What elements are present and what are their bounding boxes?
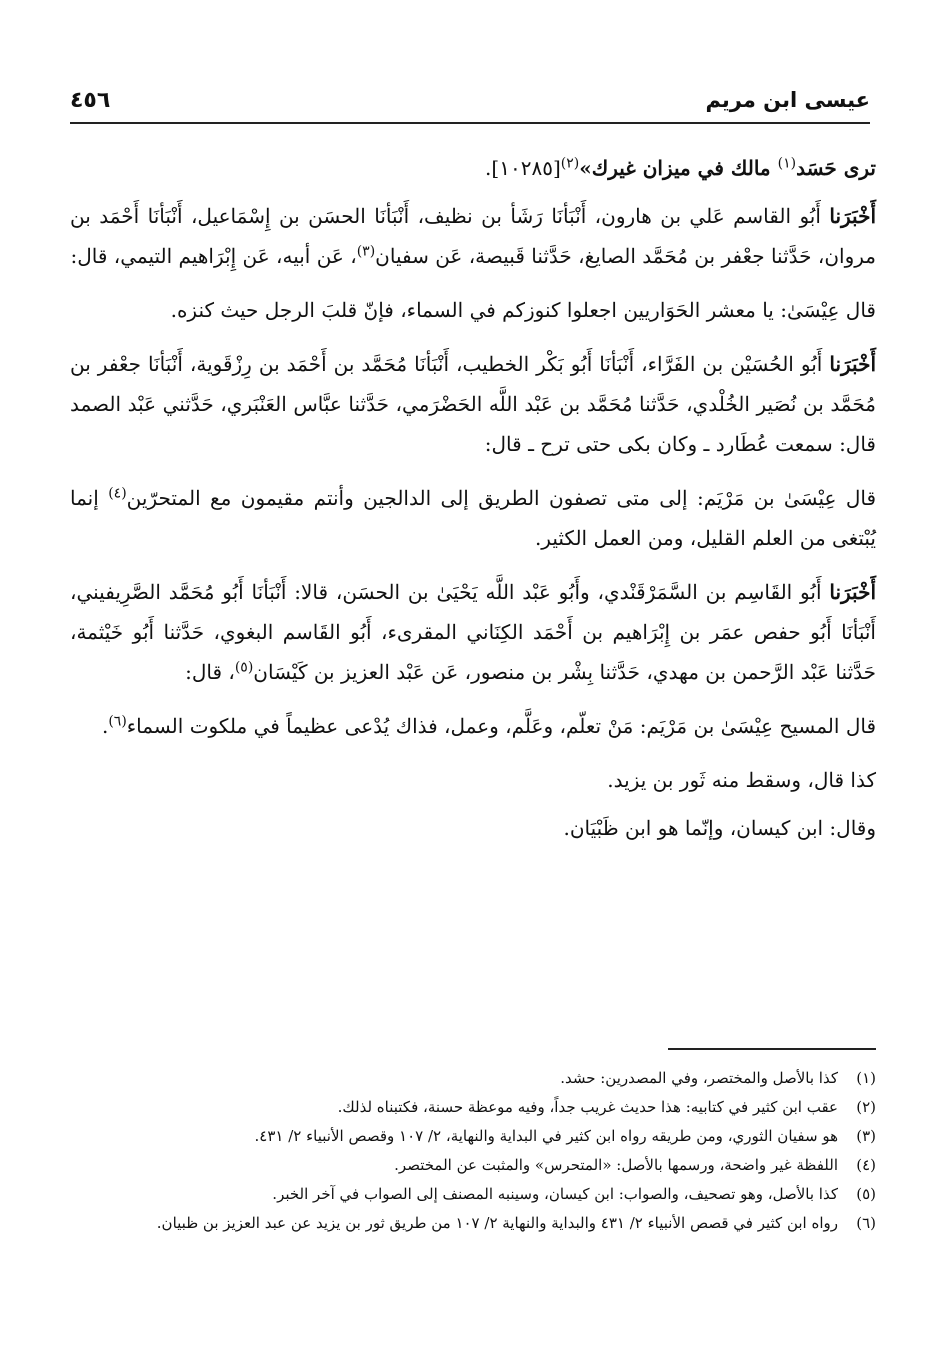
- paragraph-6: [70, 572, 876, 692]
- footnote-number: (٥): [856, 1185, 876, 1203]
- footnote-ref-5[interactable]: (٥): [234, 659, 254, 676]
- footnote-ref-3[interactable]: (٣): [356, 243, 376, 260]
- footnote-text: هو سفيان الثوري، ومن طريقه رواه ابن كثير في البداية والنهاية، ٢/ ١٠٧ وقصص الأنبياء ٢/ ٤٣١.: [254, 1127, 838, 1145]
- footnote-text: كذا بالأصل والمختصر، وفي المصدرين: حشد.: [560, 1069, 838, 1087]
- paragraph-7: [70, 706, 876, 746]
- footnote-number: (١): [856, 1069, 876, 1087]
- paragraph-3: [70, 290, 876, 330]
- quote-end-bold: ترى حَسَد: [796, 156, 876, 180]
- isnad-tail: ، عَن أبيه، عَن إِبْرَاهيم التيمي، قال:: [70, 244, 357, 268]
- isnad-tail: ، قال:: [185, 660, 235, 684]
- footnote-number: (٢): [856, 1098, 876, 1116]
- matn-text: قال عِيْسَىٰ بن مَرْيَم: إلى متى تصفون الطريق إلى الدالجين وأنتم مقيمون مع المتحرّين: [126, 486, 877, 510]
- paragraph-5: [70, 478, 876, 558]
- comment-text: وقال: ابن كيسان، وإنّما هو ابن ظَبْيَان.: [563, 816, 876, 840]
- footnote-item: [70, 1180, 876, 1209]
- isnad-text: أَبُو القاسم عَلي بن هارون، أَنْبَأنَا رَشَأ بن نظيف، أَنْبَأنَا الحسَن بن إِسْمَاعيل، أَنْبَأنَا أَحْمَد بن مروان، حَدَّثنا جعْفر بن مُحَمَّد الصايغ، حَدَّثنا قَبيصة، عَن سفيان: [70, 204, 876, 268]
- footnote-number: (٦): [856, 1214, 876, 1232]
- matn-tail: .: [101, 714, 109, 738]
- footnote-item: [70, 1093, 876, 1122]
- isnad-lead: أَخْبَرَنا: [829, 580, 876, 604]
- running-header: [70, 88, 870, 124]
- footnote-ref-6[interactable]: (٦): [108, 713, 127, 730]
- isnad-text: أَبُو القَاسِم بن السَّمَرْقَنْدي، وأَبُو عَبْد اللَّه يَحْيَىٰ بن الحسَن، قالا: أَنْبَأنَا أَبُو مُحَمَّد الصَّرِيفيني، أَنْبَأنَا أَبُو حفص عمَر بن إِبْرَاهيم بن أَحْمَد الكِنَاني المقرىء، أَبُو القَاسم البغوي، حَدَّثنا أَبُو خَيْثمة، حَدَّثنا عَبْد الرَّحمن بن مهدي، حَدَّثنا بِشْر بن منصور، عَن عَبْد العزيز بن كَيْسَان: [70, 580, 876, 684]
- footnote-item: [70, 1122, 876, 1151]
- paragraph-4: [70, 344, 876, 464]
- footnote-ref-4[interactable]: (٤): [108, 485, 127, 502]
- isnad-text: أَبُو الحُسَيْن بن الفَرَّاء، أَنْبَأنَا أَبُو بَكْر الخطيب، أَنْبَأنَا مُحَمَّد بن أَحْمَد بن رِزْقَوية، أَنْبَأنَا جعْفر بن مُحَمَّد بن نُصَير الخُلْدي، حَدَّثنا مُحَمَّد بن عَبْد اللَّه الحَضْرَمي، حَدَّثنا عبَّاس العَنْبَري، حَدَّثني عَبْد الصمد قال: سمعت عُطَارد ـ وكان بكى حتى ترح ـ قال:: [70, 352, 876, 456]
- footnote-separator: [668, 1048, 876, 1050]
- footnote-text: اللفظة غير واضحة، ورسمها بالأصل: «المتحرس» والمثبت عن المختصر.: [394, 1156, 838, 1174]
- footnote-number: (٣): [856, 1127, 876, 1145]
- quote-end-rest: مالك في ميزان غيرك»: [579, 156, 778, 180]
- isnad-lead: أَخْبَرَنا: [829, 204, 876, 228]
- main-text: [70, 148, 876, 862]
- footnote-item: [70, 1151, 876, 1180]
- matn-text: قال المسيح عِيْسَىٰ بن مَرْيَم: مَنْ تعلّم، وعَلَّم، وعمل، فذاك يُدْعى عظيماً في ملكوت السماء: [126, 714, 876, 738]
- paragraph-1: [70, 148, 876, 188]
- paragraph-2: [70, 196, 876, 276]
- footnotes: [70, 1064, 876, 1238]
- footnote-ref-1[interactable]: (١): [777, 155, 797, 172]
- footnote-text: كذا بالأصل، وهو تصحيف، والصواب: ابن كيسان، وسينبه المصنف إلى الصواب في آخر الخبر.: [272, 1185, 838, 1203]
- comment-text: كذا قال، وسقط منه ثَور بن يزيد.: [607, 768, 876, 792]
- hadith-number: [١٠٢٨٥].: [485, 156, 561, 180]
- footnote-item: [70, 1064, 876, 1093]
- footnote-item: [70, 1209, 876, 1238]
- paragraph-8: [70, 760, 876, 800]
- matn-text: قال عِيْسَىٰ: يا معشر الحَوَاريين اجعلوا كنوزكم في السماء، فإنّ قلبَ الرجل حيث كنزه.: [170, 298, 876, 322]
- chapter-title: عيسى ابن مريم: [705, 88, 870, 112]
- footnote-number: (٤): [856, 1156, 876, 1174]
- footnote-text: عقب ابن كثير في كتابيه: هذا حديث غريب جداً، وفيه موعظة حسنة، فكتبناه لذلك.: [337, 1098, 838, 1116]
- page-number: ٤٥٦: [70, 88, 111, 113]
- matn-tail: إنما يُبْتغى من العلم القليل، ومن العمل الكثير.: [70, 486, 876, 550]
- isnad-lead: أَخْبَرَنا: [829, 352, 876, 376]
- paragraph-9: [70, 808, 876, 848]
- footnote-ref-2[interactable]: (٢): [560, 155, 580, 172]
- footnote-text: رواه ابن كثير في قصص الأنبياء ٢/ ٤٣١ والبداية والنهاية ٢/ ١٠٧ من طريق ثور بن يزيد عن عبد العزيز بن ظبيان.: [156, 1214, 838, 1232]
